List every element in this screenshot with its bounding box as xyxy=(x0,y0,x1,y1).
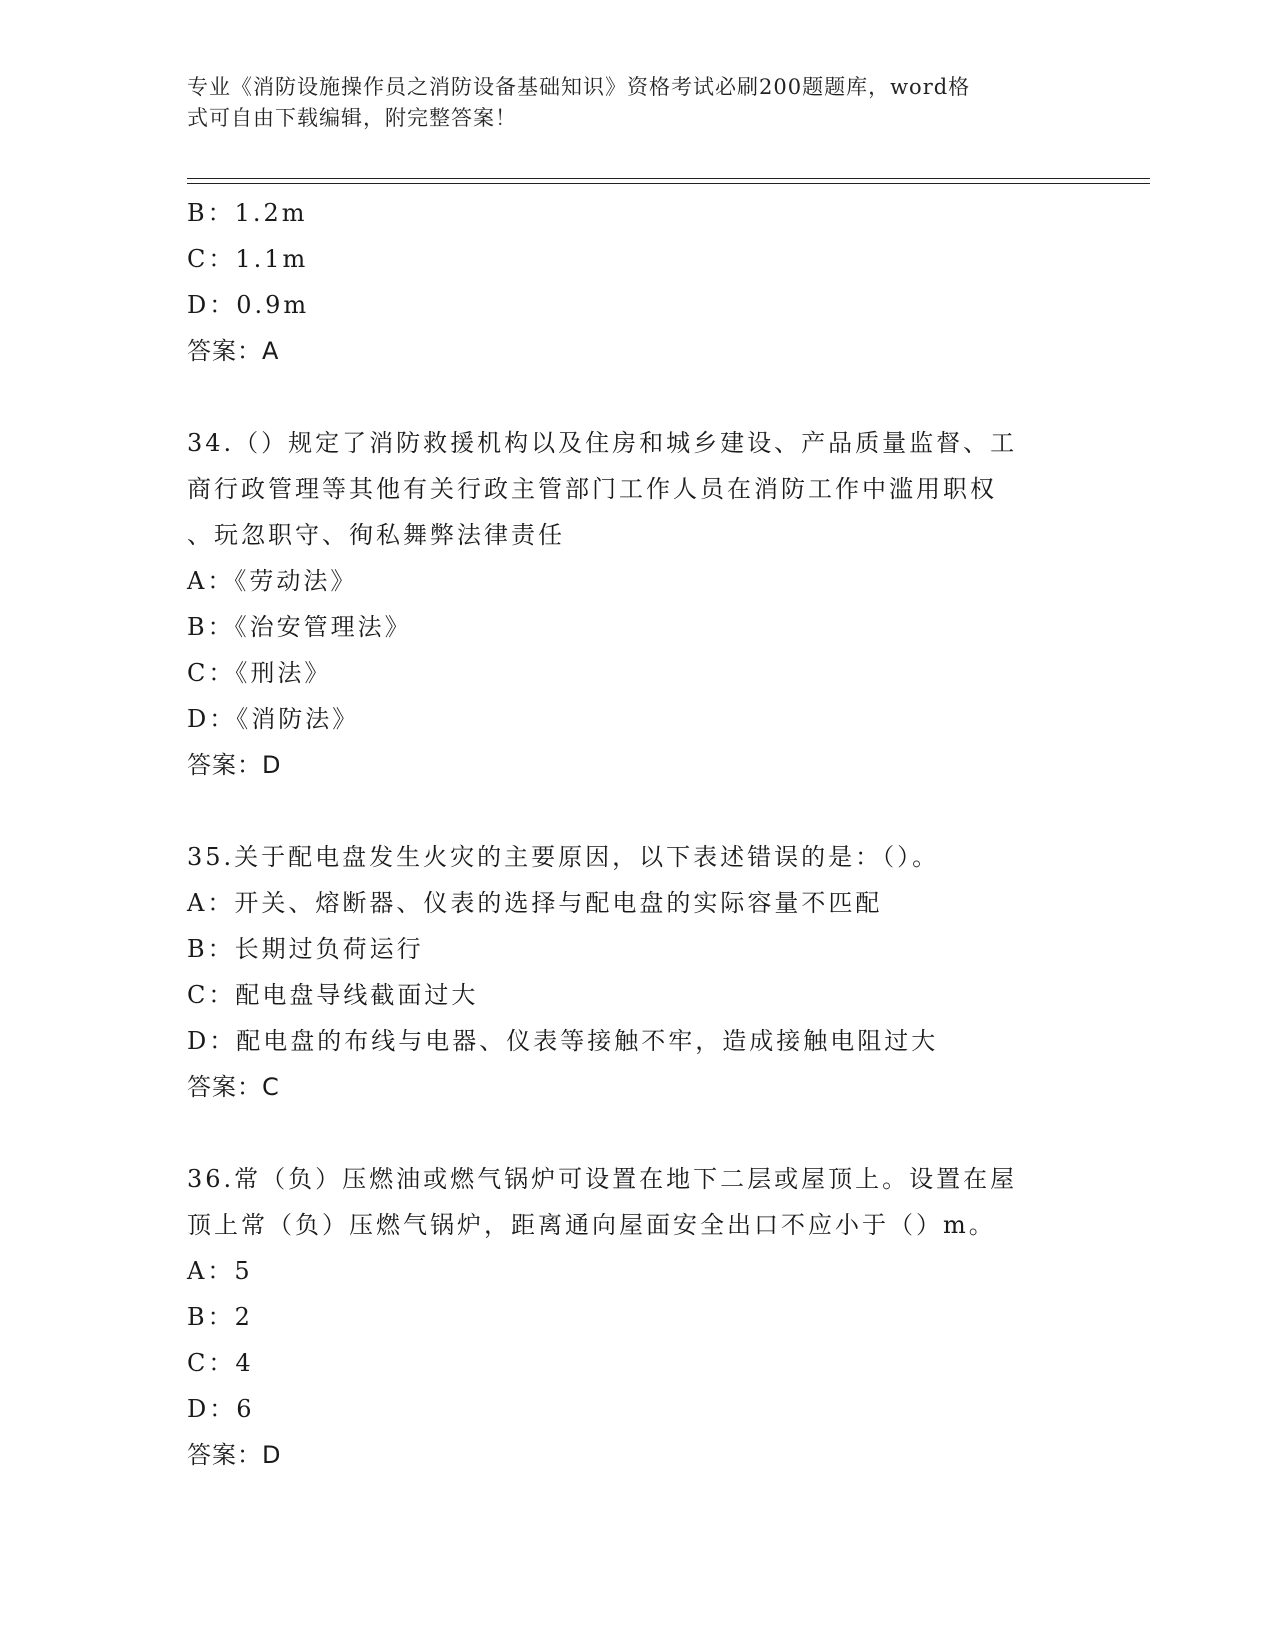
question-stem-line: 36.常（负）压燃油或燃气锅炉可设置在地下二层或屋顶上。设置在屋 xyxy=(187,1165,1018,1193)
option-b: B：《治安管理法》 xyxy=(187,613,412,641)
option-c: C：4 xyxy=(187,1349,254,1377)
question-stem-line: 顶上常（负）压燃气锅炉，距离通向屋面安全出口不应小于（）m。 xyxy=(187,1211,996,1239)
question-block-34 xyxy=(187,420,1087,788)
option-a: A：《劳动法》 xyxy=(187,567,358,595)
option-a: A：5 xyxy=(187,1257,253,1285)
question-block-36 xyxy=(187,1156,1087,1478)
document-header xyxy=(187,72,1087,134)
option-d: D：《消防法》 xyxy=(187,705,360,733)
option-d: D：配电盘的布线与电器、仪表等接触不牢，造成接触电阻过大 xyxy=(187,1027,939,1055)
option-b: B：1.2m xyxy=(187,199,308,227)
question-stem-line: 35.关于配电盘发生火灾的主要原因，以下表述错误的是：（）。 xyxy=(187,843,940,871)
option-b: B：2 xyxy=(187,1303,253,1331)
option-c: C：1.1m xyxy=(187,245,309,273)
option-c: C：配电盘导线截面过大 xyxy=(187,981,479,1009)
answer-label: 答案：D xyxy=(187,1441,282,1469)
question-stem-line: 34.（）规定了消防救援机构以及住房和城乡建设、产品质量监督、工 xyxy=(187,429,1018,457)
question-block-33 xyxy=(187,190,1087,374)
question-list xyxy=(187,190,1087,1478)
header-divider-bottom xyxy=(187,183,1150,184)
option-a: A：开关、熔断器、仪表的选择与配电盘的实际容量不匹配 xyxy=(187,889,883,917)
question-block-35 xyxy=(187,834,1087,1110)
answer-label: 答案：A xyxy=(187,337,280,365)
option-c: C：《刑法》 xyxy=(187,659,332,687)
option-b: B：长期过负荷运行 xyxy=(187,935,424,963)
header-divider-top xyxy=(187,178,1150,179)
option-d: D：6 xyxy=(187,1395,255,1423)
option-d: D：0.9m xyxy=(187,291,310,319)
question-stem-line: 商行政管理等其他有关行政主管部门工作人员在消防工作中滥用职权 xyxy=(187,475,997,503)
question-stem-line: 、玩忽职守、徇私舞弊法律责任 xyxy=(187,521,565,549)
header-title-line-2: 式可自由下载编辑，附完整答案！ xyxy=(187,106,517,130)
answer-label: 答案：C xyxy=(187,1073,280,1101)
answer-label: 答案：D xyxy=(187,751,282,779)
header-title-line-1: 专业《消防设施操作员之消防设备基础知识》资格考试必刷200题题库，word格 xyxy=(187,75,971,99)
